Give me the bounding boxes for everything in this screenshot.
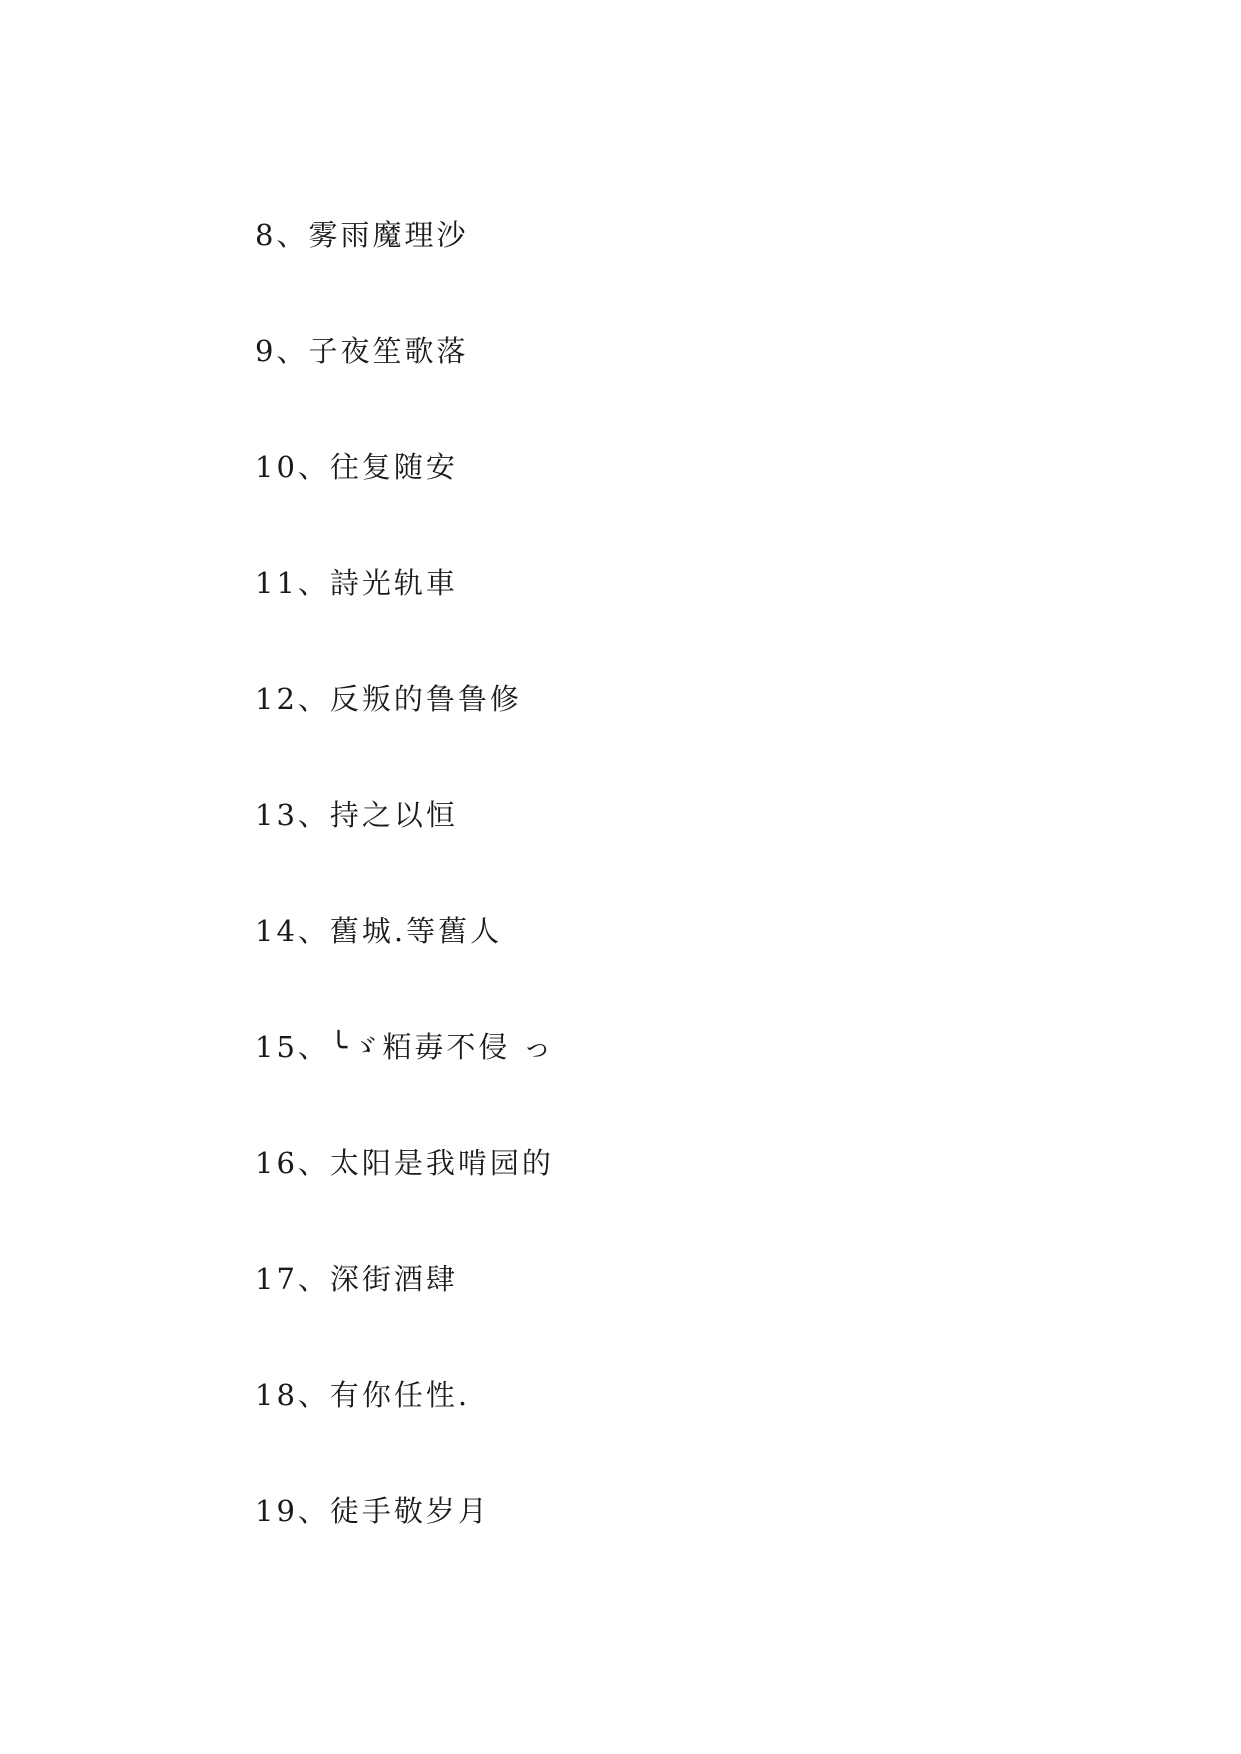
list-item: 10、往复随安 xyxy=(255,450,458,484)
list-item: 14、舊城.等舊人 xyxy=(255,914,503,948)
list-item: 18、有你任性. xyxy=(255,1378,471,1412)
list-item: 9、子夜笙歌落 xyxy=(255,334,469,368)
list-item: 15、╰ゞ粨毐不侵 っ xyxy=(255,1030,555,1064)
list-item: 19、徒手敬岁月 xyxy=(255,1494,490,1528)
list-item: 11、詩光轨車 xyxy=(255,566,458,600)
list-item: 17、深街酒肆 xyxy=(255,1262,458,1296)
list-item: 12、反叛的鲁鲁修 xyxy=(255,682,522,716)
list-item: 13、持之以恒 xyxy=(255,798,458,832)
name-list xyxy=(255,218,555,1610)
list-item: 8、雾雨魔理沙 xyxy=(255,218,469,252)
list-item: 16、太阳是我啃园的 xyxy=(255,1146,554,1180)
